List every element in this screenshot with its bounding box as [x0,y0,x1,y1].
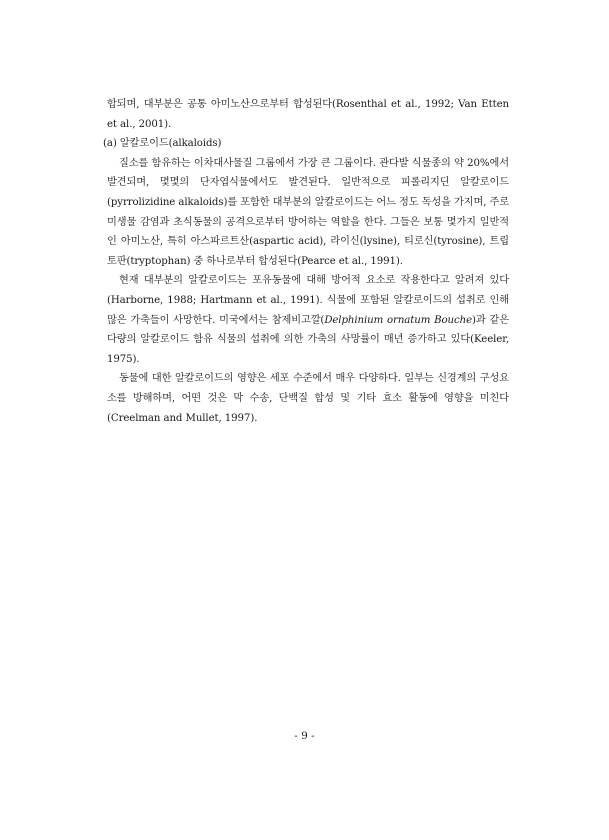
section-heading: (a) 알칼로이드(alkaloids) [103,138,222,150]
species-name: Delphinium ornatum Bouche [324,314,473,326]
paragraph-alkaloids-definition-text: 질소를 함유하는 이차대사물질 그룹에서 가장 큰 그룹이다. 관다발 식물종의 약 20%에서 발견되며, 몇몇의 단자엽식물에서도 발견된다. 일반적으로 피롤리지딘 알칼로이드(pyrrolizidine alkaloids)를 포함한 대부분의 알칼로이드는 어느 정도 독성을 가지며, 주로 미생물 감염과 초식동물의 공격으로부터 방어하는 역할을 한다. 그들은 보통 몇가지 일반적인 아미노산, 특히 아스파르트산(aspartic acid), 라이신(lysine), 티로신(tyrosine), 트립토판(tryptophan) 중 하나로부터 합성된다(Pearce et al., 1991). [107,157,509,267]
paragraph-alkaloids-definition [107,154,509,272]
paragraph-cellular-effects [107,369,509,428]
paragraph-cellular-effects-text: 동물에 대한 알칼로이드의 영향은 세포 수준에서 매우 다양하다. 일부는 신경계의 구성요소를 방해하며, 어떤 것은 막 수송, 단백질 합성 및 기타 효소 활동에 영향을 미친다(Creelman and Mullet, 1997). [107,373,509,424]
paragraph-intro-text: 합되며, 대부분은 공통 아미노산으로부터 합성된다(Rosenthal et al., 1992; Van Etten et al., 2001). [107,99,509,130]
page-number: - 9 - [294,730,315,742]
paragraph-mammal-defense [107,271,509,369]
paragraph-mammal-defense-text-b: )과 같은 다량의 알칼로이드 함유 식물의 섭취에 의한 가축의 사망률이 매년 증가하고 있다(Keeler, 1975). [107,314,509,365]
paragraph-mammal-defense-text-a: 현재 대부분의 알칼로이드는 포유동물에 대해 방어적 요소로 작용한다고 알려져 있다(Harborne, 1988; Hartmann et al., 1991). 식물에 포함된 알칼로이드의 섭취로 인해 많은 가축들이 사망한다. 미국에서는 참제비고깔( [107,275,509,326]
body-text [103,95,509,428]
paragraph-intro [107,95,509,134]
